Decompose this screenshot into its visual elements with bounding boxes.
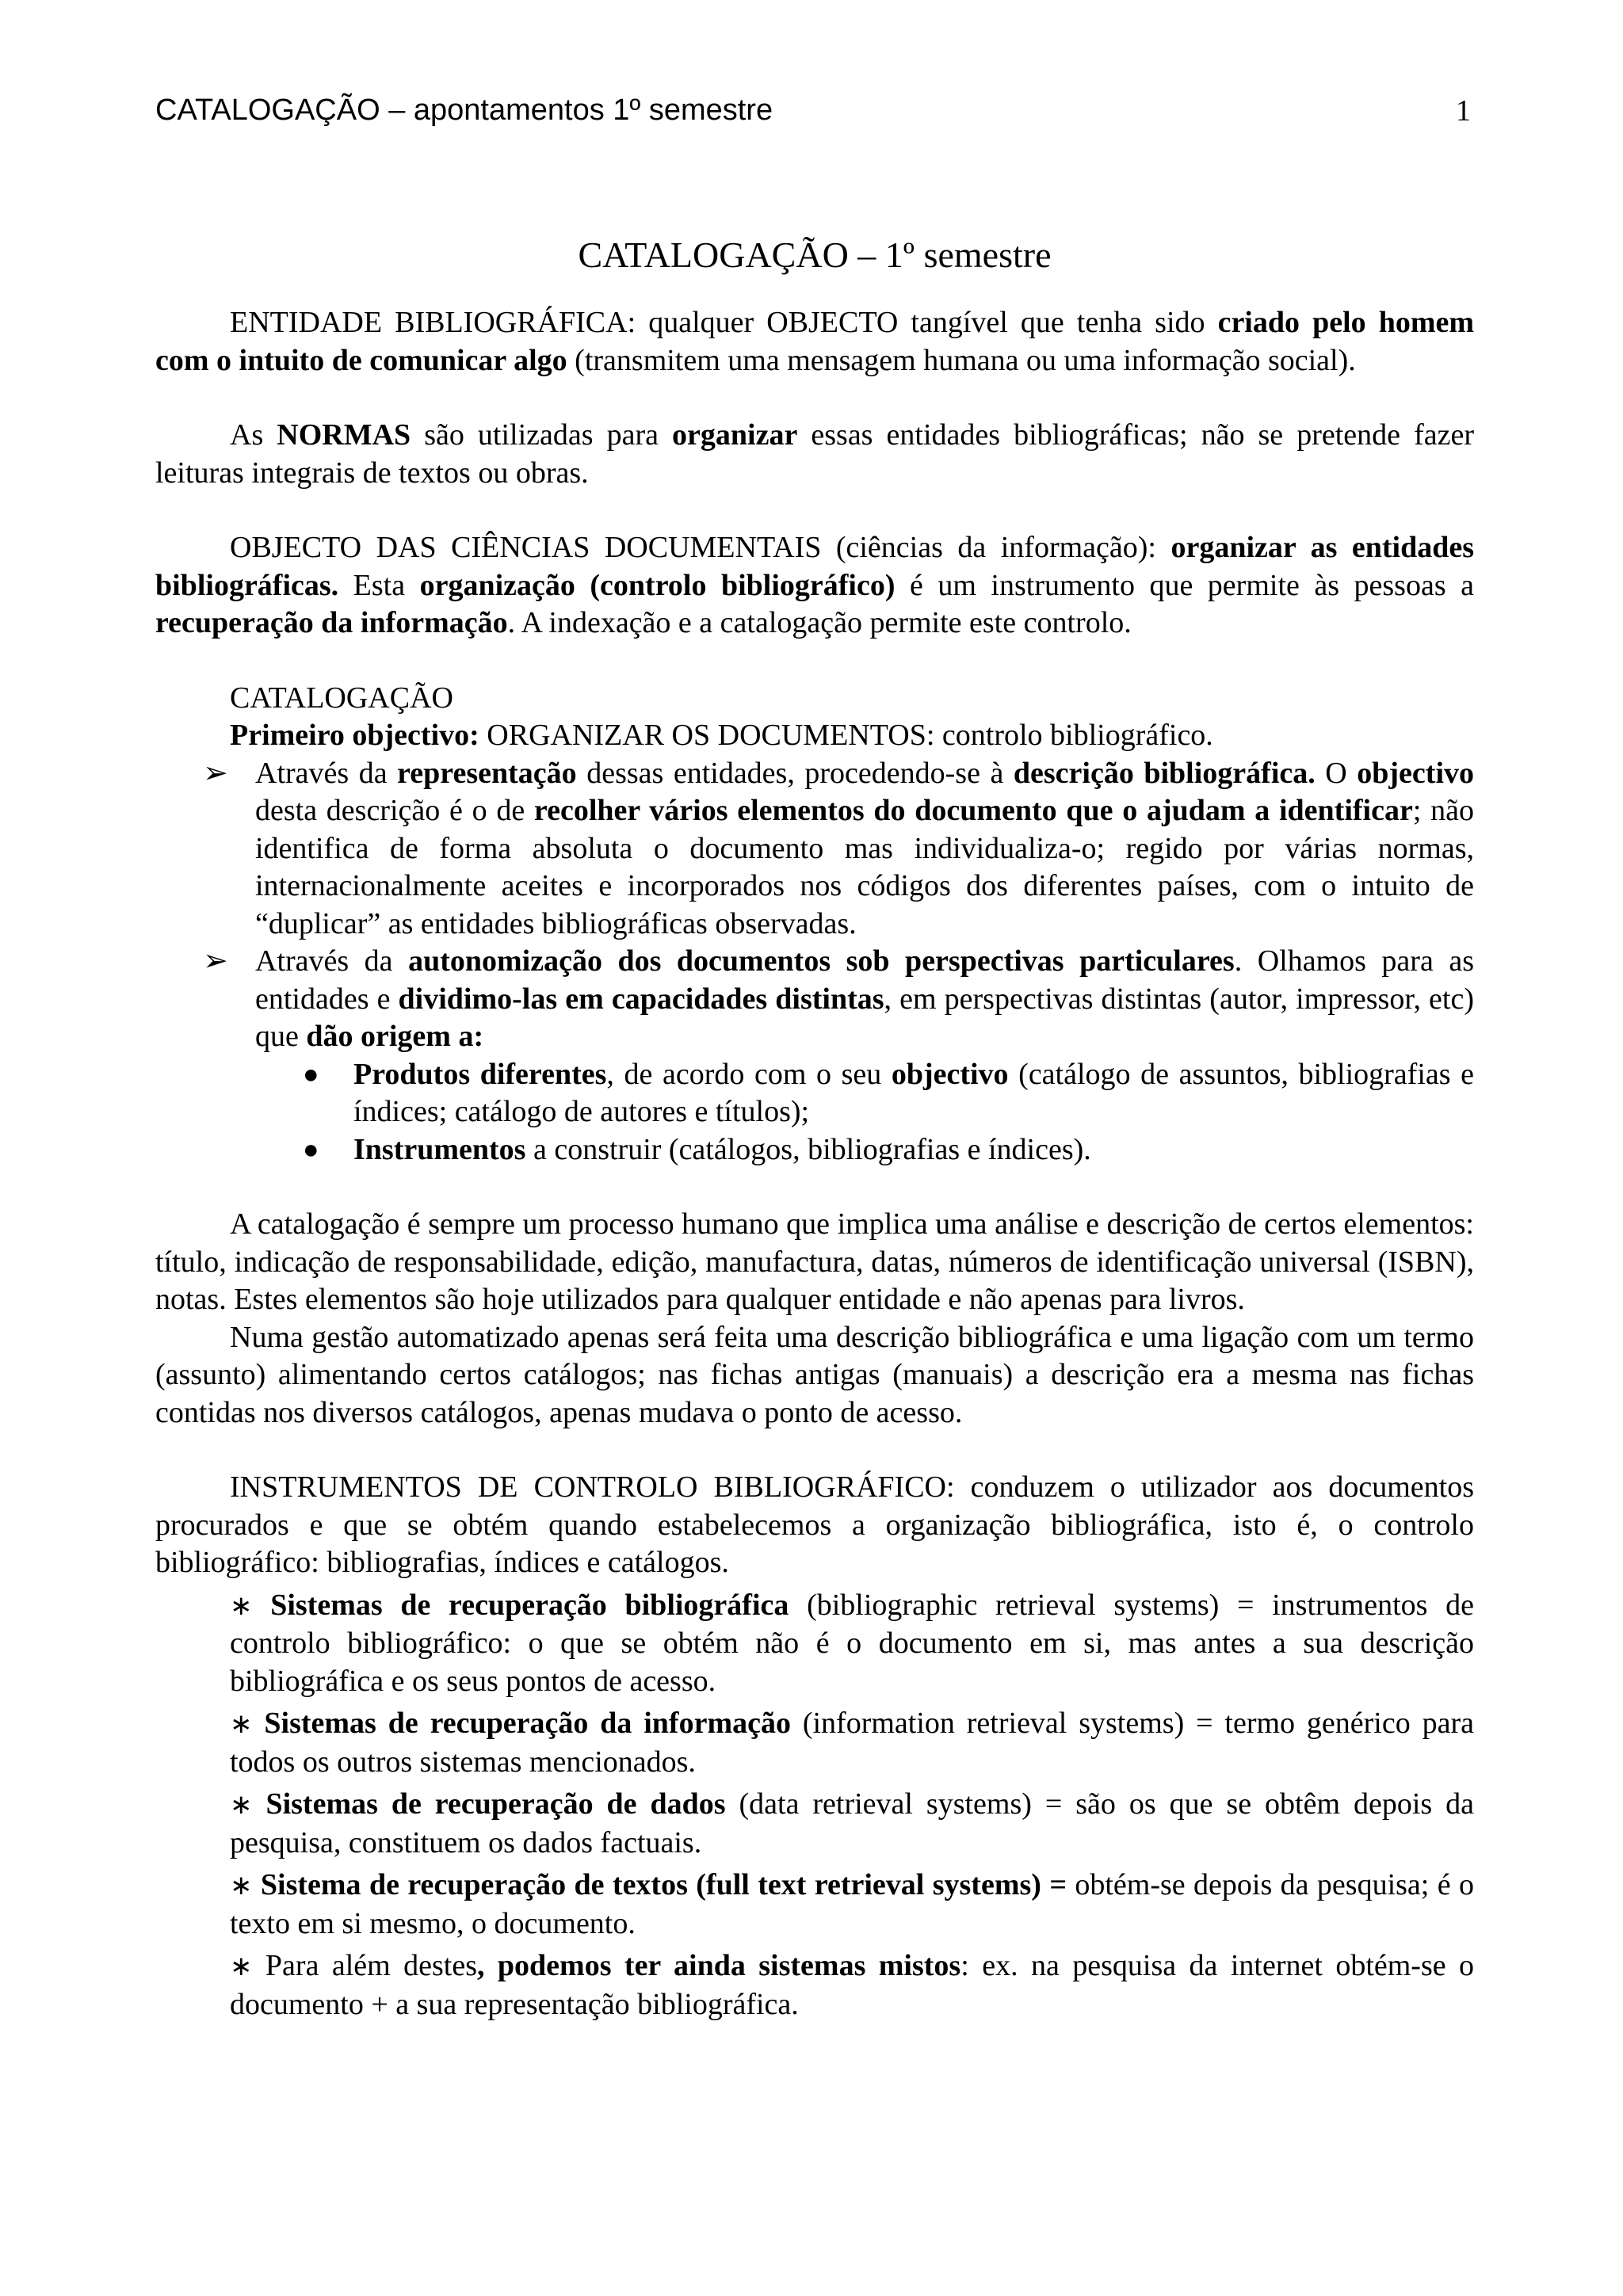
paragraph-catalogacao-processo: A catalogação é sempre um processo humano que implica uma análise e descrição de certos elementos: título, indicação de responsabilidade, edição, manufactura, datas, números de identificação universal (ISBN), notas. Estes elementos são hoje utilizados para qualquer entidade e não apenas para livros. [155, 1207, 1474, 1316]
bold-span: Instrumentos [353, 1132, 526, 1166]
bold-span: organizar [672, 418, 798, 452]
paragraph-entidade-bibliografica [155, 304, 1474, 379]
text-span: . Olhamos para as entidades e [255, 944, 1474, 1016]
bold-span: dão origem a: [306, 1020, 484, 1053]
page-number: 1 [1456, 94, 1471, 128]
text-span: ENTIDADE BIBLIOGRÁFICA: qualquer OBJECTO tangível que tenha sido [230, 306, 1218, 339]
list-item [255, 1131, 1474, 1169]
list-item [155, 1947, 1474, 2023]
text-span: : ex. na pesquisa da internet obtém-se o documento + a sua representação bibliográfica. [230, 1949, 1475, 2021]
bold-span: representação [397, 756, 577, 790]
text-span: a construir (catálogos, bibliografias e índices). [525, 1132, 1091, 1166]
text-span: Através da [255, 756, 398, 790]
bullet-dot-icon: ● [303, 1135, 319, 1165]
bold-span: Sistemas de recuperação da informação [264, 1707, 791, 1740]
paragraph-normas [155, 417, 1474, 492]
text-span: As [230, 418, 277, 452]
bold-span: Primeiro objectivo: [230, 719, 479, 752]
document-body [155, 231, 1474, 2023]
text-span: é um instrumento que permite às pessoas a [895, 568, 1474, 602]
bold-span: NORMAS [277, 418, 411, 452]
paragraph-instrumentos-controlo: INSTRUMENTOS DE CONTROLO BIBLIOGRÁFICO: conduzem o utilizador aos documentos procurados e que se obtém quando estabelecemos a organização bibliográfica, isto é, o controlo bibliográfico: bibliografias, índices e catálogos. [155, 1470, 1474, 1579]
list-item [255, 1056, 1474, 1131]
bold-span: dividimo-las em capacidades distintas [398, 982, 884, 1016]
text-span: Através da [255, 944, 409, 978]
text-span: , de acordo com o seu [606, 1057, 892, 1091]
text-span: Para além destes [265, 1949, 477, 1982]
bold-span: Sistema de recuperação de textos (full text retrieval systems) = [260, 1868, 1067, 1901]
arrow-bullet-icon: ➢ [203, 756, 228, 790]
paragraph-gestao-automatizada: Numa gestão automatizado apenas será feita uma descrição bibliográfica e uma ligação com um termo (assunto) alimentando certos catálogos; nas fichas antigas (manuais) a descrição era a mesma nas fichas contidas nos diversos catálogos, apenas mudava o ponto de acesso. [155, 1320, 1474, 1429]
text-span: dessas entidades, procedendo-se à [576, 756, 1014, 790]
text-span: são utilizadas para [411, 418, 673, 452]
text-span: (catálogo de assuntos, bibliografias e índices; catálogo de autores e títulos); [353, 1057, 1474, 1128]
text-span: , em perspectivas distintas (autor, impressor, etc) que [255, 982, 1474, 1053]
bold-span: organização (controlo bibliográfico) [419, 568, 896, 602]
asterisk-icon: ∗ [230, 1591, 253, 1621]
page-header [155, 93, 1471, 141]
bold-span: , podemos ter ainda sistemas mistos [477, 1949, 961, 1982]
asterisk-icon: ∗ [230, 1791, 253, 1820]
bold-span: objectivo [891, 1057, 1009, 1091]
bold-span: organizar as entidades bibliográficas. [155, 531, 1474, 602]
list-item [155, 1705, 1474, 1781]
text-span: ; não identifica de forma absoluta o documento mas individualiza-o; regido por várias normas, internacionalmente aceites e incorporados nos códigos dos diferentes países, com o intuito de “duplicar” as entidades bibliográficas observadas. [255, 794, 1474, 940]
bold-span: Produtos diferentes [353, 1057, 607, 1091]
paragraph-objecto-ciencias [155, 529, 1474, 643]
text-span: Esta [338, 568, 420, 602]
bold-span: criado pelo homem com o intuito de comunicar algo [155, 306, 1475, 377]
text-span: essas entidades bibliográficas; não se pretende fazer leituras integrais de textos ou obras. [155, 418, 1474, 490]
list-item [155, 1786, 1474, 1862]
bold-span: objectivo [1357, 756, 1474, 790]
running-title: CATALOGAÇÃO – apontamentos 1º semestre [155, 93, 773, 127]
primeiro-objectivo [155, 717, 1474, 755]
text-span: (data retrieval systems) = são os que se obtêm depois da pesquisa, constituem os dados factuais. [230, 1787, 1474, 1859]
bullet-dot-icon: ● [303, 1059, 319, 1089]
list-item [155, 1867, 1474, 1943]
bold-span: autonomização dos documentos sob perspectivas particulares [408, 944, 1235, 978]
text-span: ORGANIZAR OS DOCUMENTOS: controlo bibliográfico. [479, 719, 1213, 752]
bold-span: Sistemas de recuperação de dados [265, 1787, 726, 1821]
text-span: desta descrição é o de [255, 794, 534, 827]
list-item [155, 943, 1474, 1169]
bold-span: Sistemas de recuperação bibliográfica [270, 1588, 789, 1622]
bold-span: recolher vários elementos do documento que o ajudam a identificar [533, 794, 1413, 827]
asterisk-icon: ∗ [230, 1710, 253, 1739]
arrow-list [155, 755, 1474, 1169]
text-span: obtém-se depois da pesquisa; é o texto em si mesmo, o documento. [230, 1868, 1475, 1940]
text-span: (bibliographic retrieval systems) = instrumentos de controlo bibliográfico: o que se obtém não é o documento em si, mas antes a sua descrição bibliográfica e os seus pontos de acesso. [230, 1588, 1475, 1698]
text-span: OBJECTO DAS CIÊNCIAS DOCUMENTAIS (ciências da informação): [230, 531, 1171, 564]
list-item [155, 755, 1474, 944]
text-span: (transmitem uma mensagem humana ou uma informação social). [567, 343, 1356, 377]
text-span: (information retrieval systems) = termo genérico para todos os outros sistemas mencionados. [230, 1707, 1474, 1779]
catalogacao-heading: CATALOGAÇÃO [230, 681, 453, 715]
arrow-bullet-icon: ➢ [203, 944, 228, 978]
sub-list [255, 1056, 1474, 1169]
bold-span: recuperação da informação [155, 606, 508, 639]
text-span: . A indexação e a catalogação permite este controlo. [507, 606, 1132, 639]
text-span: O [1315, 756, 1358, 790]
asterisk-icon: ∗ [230, 1952, 253, 1981]
bold-span: descrição bibliográfica. [1013, 756, 1316, 790]
document-title: CATALOGAÇÃO – 1º semestre [578, 235, 1052, 275]
asterisk-icon: ∗ [230, 1871, 253, 1901]
list-item [155, 1587, 1474, 1701]
